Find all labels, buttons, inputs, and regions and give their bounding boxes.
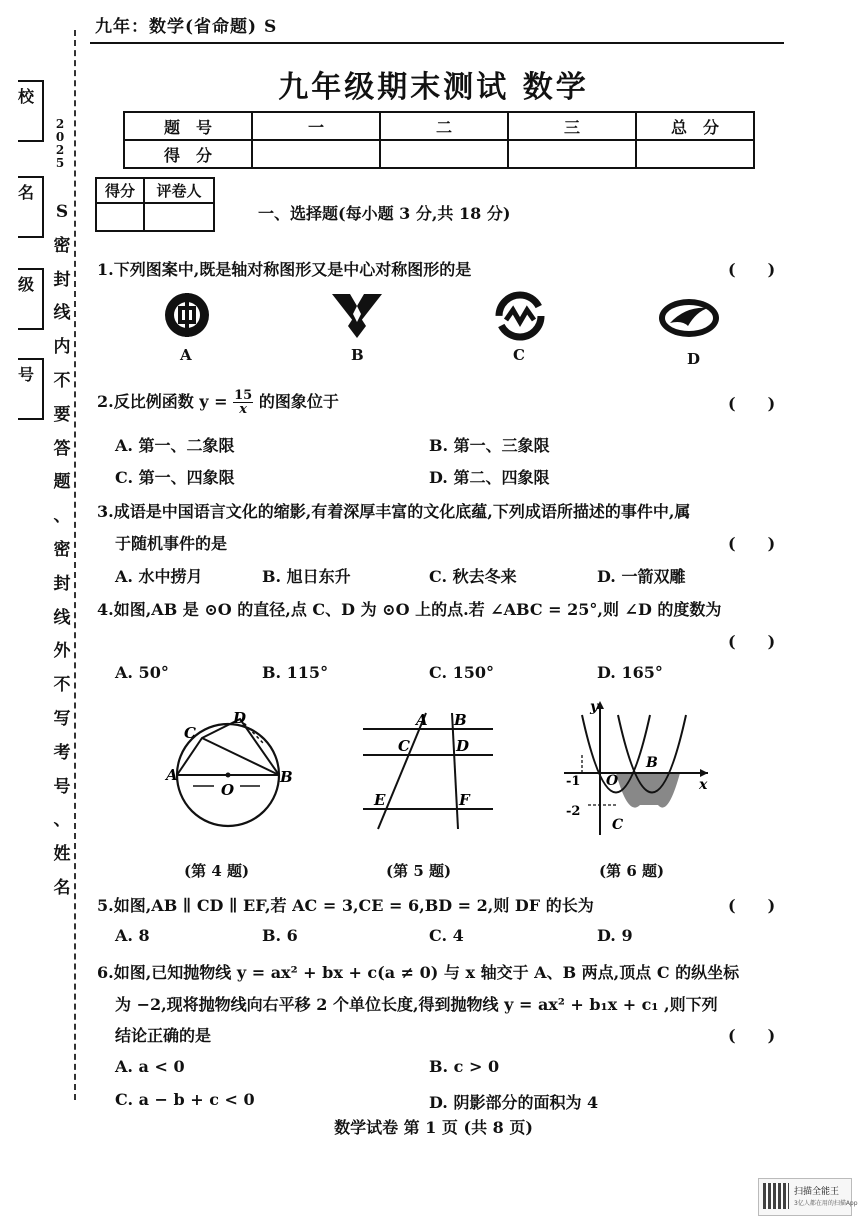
q3-option-a[interactable]: A. 水中捞月 xyxy=(115,567,203,586)
q3-option-b[interactable]: B. 旭日东升 xyxy=(262,567,351,586)
score-table xyxy=(123,111,755,169)
q5-option-a[interactable]: A. 8 xyxy=(115,926,150,945)
fig6-label-y: y xyxy=(590,699,599,715)
score-header-label: 题 号 xyxy=(124,112,252,140)
grader-name-cell[interactable] xyxy=(144,203,214,231)
score-cell[interactable] xyxy=(380,140,508,168)
q6-option-a[interactable]: A. a < 0 xyxy=(115,1057,185,1076)
fig5-label-b: B xyxy=(454,711,467,729)
q4-option-b[interactable]: B. 115° xyxy=(262,663,329,682)
grader-score-cell[interactable] xyxy=(96,203,144,231)
answer-paren-2[interactable]: ( ) xyxy=(728,394,776,413)
fig6-label-minus1: -1 xyxy=(566,774,581,789)
answer-paren-5[interactable]: ( ) xyxy=(728,896,776,915)
class-box: 级 xyxy=(18,268,44,330)
score-header-2: 二 xyxy=(380,112,508,140)
grader-table xyxy=(95,177,215,232)
school-box: 校 xyxy=(18,80,44,142)
question-3-line-2: 于随机事件的是 xyxy=(115,534,228,553)
header-rule xyxy=(90,42,784,44)
figure-5-caption: (第 5 题) xyxy=(386,862,452,880)
answer-paren-6[interactable]: ( ) xyxy=(728,1026,776,1045)
fig4-label-c: C xyxy=(184,724,196,742)
fig6-label-minus2: -2 xyxy=(566,804,581,819)
score-header-1: 一 xyxy=(252,112,380,140)
q4-option-d[interactable]: D. 165° xyxy=(597,663,663,682)
question-6-line-1: 6.如图,已知抛物线 y = ax² + bx + c(a ≠ 0) 与 x 轴交于 A、B 两点,顶点 C 的纵坐标 xyxy=(97,963,740,982)
v-shape-logo-icon xyxy=(330,292,384,340)
scanner-name: 扫描全能王 xyxy=(794,1187,840,1197)
fig6-label-o: O xyxy=(606,773,619,789)
grader-name-label: 评卷人 xyxy=(144,178,214,203)
bank-logo-icon xyxy=(160,290,218,340)
q2-option-d[interactable]: D. 第二、四象限 xyxy=(429,468,550,487)
score-cell[interactable] xyxy=(252,140,380,168)
exam-header: 九年：数学(省命题) S xyxy=(95,17,278,37)
question-5: 5.如图,AB ∥ CD ∥ EF,若 AC = 3,CE = 6,BD = 2,则 DF 的长为 xyxy=(97,896,594,915)
fig6-label-b: B xyxy=(646,755,658,771)
fig6-label-c: C xyxy=(612,817,624,833)
fig5-label-e: E xyxy=(374,791,386,809)
answer-paren-4[interactable]: ( ) xyxy=(728,632,776,651)
binding-notice: S 密 封 线 内 不 要 答 题 、 密 封 线 外 不 写 考 号 、 姓 名 xyxy=(53,202,71,898)
q1-label-a: A xyxy=(180,346,192,364)
fraction: $\frac{15}{x}$ xyxy=(234,388,253,417)
question-6-line-2: 为 −2,现将抛物线向右平移 2 个单位长度,得到抛物线 y = ax² + b₁x + c₁ ,则下列 xyxy=(115,995,718,1014)
question-4: 4.如图,AB 是 ⊙O 的直径,点 C、D 为 ⊙O 上的点.若 ∠ABC = 25°,则 ∠D 的度数为 xyxy=(97,600,722,619)
q1-label-c: C xyxy=(513,346,525,364)
fig5-label-d: D xyxy=(456,737,470,755)
figure-4-caption: (第 4 题) xyxy=(184,862,250,880)
q3-option-c[interactable]: C. 秋去冬来 xyxy=(429,567,517,586)
binding-dashed-line xyxy=(74,30,76,1100)
figure-6-caption: (第 6 题) xyxy=(599,862,665,880)
figure-5 xyxy=(358,705,498,835)
q5-option-b[interactable]: B. 6 xyxy=(262,926,298,945)
q3-option-d[interactable]: D. 一箭双雕 xyxy=(597,567,686,586)
fig4-label-o: O xyxy=(221,781,235,799)
q1-label-d: D xyxy=(687,350,701,368)
q2-option-b[interactable]: B. 第一、三象限 xyxy=(429,436,550,455)
q1-label-b: B xyxy=(351,346,364,364)
q6-option-d[interactable]: D. 阴影部分的面积为 4 xyxy=(429,1093,599,1112)
score-header-3: 三 xyxy=(508,112,636,140)
q4-option-c[interactable]: C. 150° xyxy=(429,663,494,682)
page-footer: 数学试卷 第 1 页 (共 8 页) xyxy=(334,1118,533,1137)
grader-score-label: 得分 xyxy=(96,178,144,203)
question-1: 1.下列图案中,既是轴对称图形又是中心对称图形的是 xyxy=(97,260,472,279)
score-cell[interactable] xyxy=(636,140,754,168)
answer-paren-1[interactable]: ( ) xyxy=(728,260,776,279)
fig5-label-f: F xyxy=(459,791,470,809)
q2-option-c[interactable]: C. 第一、四象限 xyxy=(115,468,235,487)
score-header-total: 总 分 xyxy=(636,112,754,140)
answer-paren-3[interactable]: ( ) xyxy=(728,534,776,553)
q6-option-b[interactable]: B. c > 0 xyxy=(429,1057,500,1076)
scanner-subtitle: 3亿人都在用的扫描App xyxy=(794,1200,858,1207)
fig4-label-b: B xyxy=(280,768,293,786)
figure-4 xyxy=(160,700,300,840)
figure-6 xyxy=(560,695,715,840)
question-6-line-3: 结论正确的是 xyxy=(115,1026,212,1045)
page-title: 九年级期末测试 数学 xyxy=(278,70,589,105)
q5-option-d[interactable]: D. 9 xyxy=(597,926,633,945)
number-box: 号 xyxy=(18,358,44,420)
q4-option-a[interactable]: A. 50° xyxy=(115,663,169,682)
fig4-label-a: A xyxy=(166,766,178,784)
score-cell[interactable] xyxy=(508,140,636,168)
q2-option-a[interactable]: A. 第一、二象限 xyxy=(115,436,235,455)
fig4-label-d: D xyxy=(233,709,247,727)
binding-year: 2 0 2 5 xyxy=(55,117,65,170)
name-box: 名 xyxy=(18,176,44,238)
question-3-line-1: 3.成语是中国语言文化的缩影,有着深厚丰富的文化底蕴,下列成语所描述的事件中,属 xyxy=(97,502,691,521)
score-row-label: 得 分 xyxy=(124,140,252,168)
fig6-label-x: x xyxy=(699,777,708,793)
oval-swoosh-logo-icon xyxy=(656,296,722,340)
fig5-label-c: C xyxy=(398,737,410,755)
q5-option-c[interactable]: C. 4 xyxy=(429,926,464,945)
qr-code-icon xyxy=(763,1183,789,1209)
q6-option-c[interactable]: C. a − b + c < 0 xyxy=(115,1090,255,1109)
circle-wave-logo-icon xyxy=(492,290,548,342)
section-title: 一、选择题(每小题 3 分,共 18 分) xyxy=(258,204,511,223)
question-2: 2.反比例函数 y = $\frac{15}{x}$ 的图象位于 xyxy=(97,388,339,417)
fig5-label-a: A xyxy=(416,711,428,729)
